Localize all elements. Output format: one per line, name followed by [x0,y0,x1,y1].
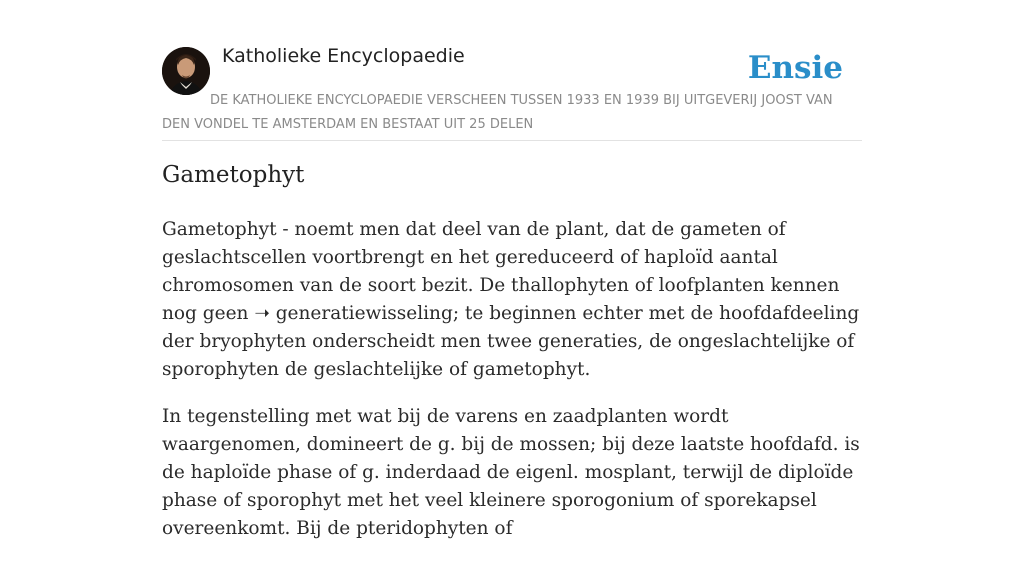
page [162,0,862,539]
site-subtitle: DE KATHOLIEKE ENCYCLOPAEDIE VERSCHEEN TUSSEN 1933 EN 1939 BIJ UITGEVERIJ JOOST VAN DEN VONDEL TE AMSTERDAM EN BESTAAT UIT 25 DELEN [162,93,833,132]
paragraph-text: Gametophyt - noemt men dat deel van de plant, dat de gameten of geslachtscellen voortbrengt en het gereduceerd of haploïd aantal chromosomen van de soort bezit. De thallophyten of loofplanten kennen nog geen [162,219,840,324]
portrait-avatar-icon[interactable] [162,47,210,95]
ensie-logo[interactable]: Ensie [747,50,843,86]
article-body [162,216,862,562]
article-paragraph-1 [162,216,862,384]
cross-reference-arrow-icon[interactable]: ➝ [254,303,270,324]
site-header [162,0,862,141]
paragraph-text: generatiewisseling; te beginnen echter met de hoofdafdeeling der bryophyten onderscheidt men twee generaties, de ongeslachtelijke of sporophyten de geslachtelijke of gametophyt. [162,303,860,380]
article-paragraph-2: In tegenstelling met wat bij de varens en zaadplanten wordt waargenomen, domineert de g. bij de mossen; bij deze laatste hoofdafd. is de haploïde phase of g. inderdaad de eigenl. mosplant, terwijl de diploïde phase of sporophyt met het veel kleinere sporogonium of sporekapsel overeenkomt. Bij de pteridophyten of [162,406,860,539]
site-title[interactable]: Katholieke Encyclopaedie [222,45,465,67]
article-title: Gametophyt [162,162,305,188]
